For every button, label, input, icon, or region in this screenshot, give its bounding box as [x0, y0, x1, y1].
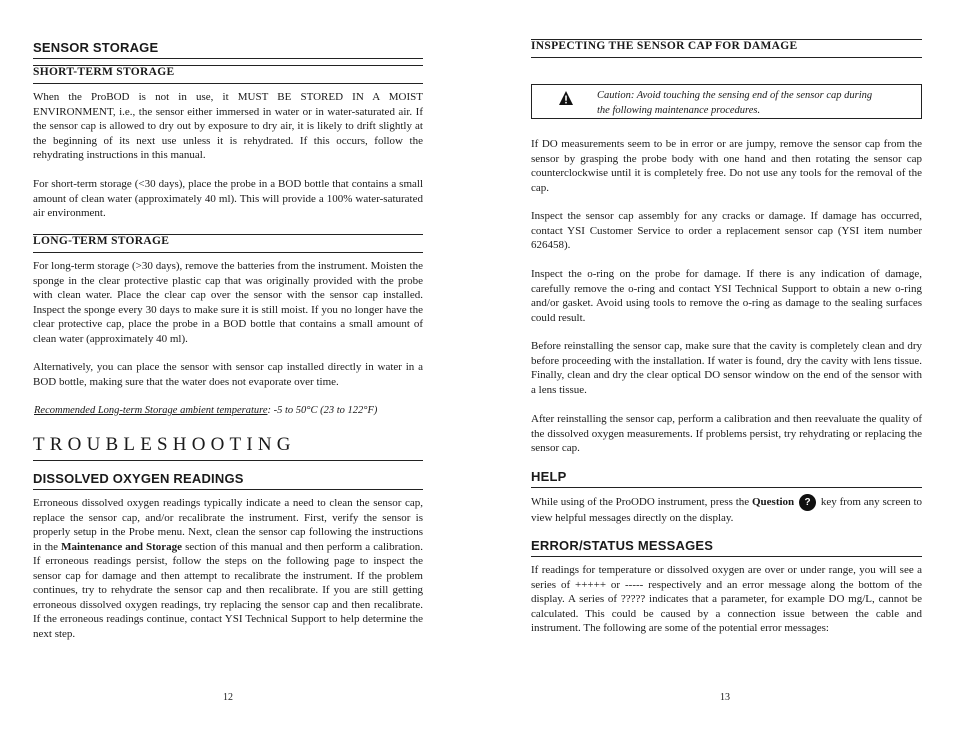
- long-term-paragraph-2: Alternatively, you can place the sensor with sensor cap installed directly in water in a BOD bottle, making sure that the water does not evaporate over time.: [33, 361, 423, 388]
- storage-temperature-note: [34, 404, 423, 419]
- do-readings-text-1: Erroneous dissolved oxygen readings typically indicate a need to clean the sensor cap, replace the sensor cap, and/or recalibrate the instrument. First, verify the sensor is properly setup in the Probe menu. Next, clean the sensor cap following the instructions in the: [33, 497, 423, 553]
- caution-text: Caution: Avoid touching the sensing end of the sensor cap during the following maintenance procedures.: [597, 90, 873, 116]
- inspecting-paragraph-1: If DO measurements seem to be in error or are jumpy, remove the sensor cap from the sensor by grasping the probe body with one hand and then rotating the sensor cap counterclockwise until it is completely free. Do not use any tools for the removal of the cap.: [531, 138, 922, 194]
- inspecting-paragraph-2: Inspect the sensor cap assembly for any cracks or damage. If damage has occurred, contact YSI Customer Service to order a replacement sensor cap (YSI item number 626458).: [531, 210, 922, 251]
- long-term-paragraph-1: For long-term storage (>30 days), remove the batteries from the instrument. Moisten the sponge in the clear protective plastic cap that was originally provided with the probe with clean water. Place the clear cap over the sensor with the sensor cap installed. Inspect the sponge every 30 days to make sure it is still moist. If you no longer have the clear protective cap, place the probe in a BOD bottle that contains a small amount of clean water (approximately 40 ml).: [33, 260, 423, 345]
- question-key-label: Question: [751, 496, 795, 509]
- help-paragraph: [531, 494, 922, 526]
- help-text-1: While using of the ProODO instrument, press the: [531, 496, 752, 509]
- maintenance-storage-reference: Maintenance and Storage: [61, 540, 183, 553]
- page-number: 13: [720, 692, 730, 703]
- help-heading: HELP: [531, 469, 567, 484]
- inspecting-heading: INSPECTING THE SENSOR CAP FOR DAMAGE: [531, 40, 798, 52]
- divider: [531, 487, 922, 488]
- question-key-icon: ?: [799, 494, 816, 511]
- storage-temperature-value: : -5 to 50°C (23 to 122°F): [267, 405, 378, 416]
- divider: [531, 57, 922, 58]
- inspecting-paragraph-3: Inspect the o-ring on the probe for damage. If there is any indication of damage, carefully remove the o-ring and contact YSI Technical Support to obtain a new o-ring and/or gasket. Avoid using tools to remove the o-ring as damage to the sealing surfaces could result.: [531, 268, 922, 324]
- inspecting-paragraph-5: After reinstalling the sensor cap, perform a calibration and then reevaluate the quality of the dissolved oxygen measurements. If problems persist, try rehydrating or replacing the sensor cap.: [531, 413, 922, 454]
- error-status-paragraph: If readings for temperature or dissolved oxygen are over or under range, you will see a series of +++++ or ----- respectively and an error message along the bottom of the display. A series of ????? indicates that a parameter, for example DO mg/L, cannot be calculated. This could be caused by a connection issue between the cable and instrument. The following are some of the potential error messages:: [531, 564, 922, 634]
- short-term-paragraph-1: When the ProBOD is not in use, it MUST BE STORED IN A MOIST ENVIRONMENT, i.e., the sensor either immersed in water or in water-saturated air. If the sensor cap is allowed to dry out by exposure to dry air, it is likely to drift slightly at the beginning of its next use unless it is rehydrated. If this occurs, follow the rehydrating instructions in this manual.: [33, 91, 423, 161]
- divider: [33, 489, 423, 490]
- divider: [33, 83, 423, 84]
- warning-triangle-icon: [558, 90, 574, 111]
- do-readings-text-2: section of this manual and then perform a calibration. If erroneous readings persist, follow the steps on the following page to inspect the sensor cap for damage and then attempt to recalibrate the instrument. If the problem continues, try to rehydrate the sensor cap and then recalibrate. If you are still getting erroneous dissolved oxygen readings, try replacing the sensor cap and then recalibrate. If the erroneous readings continue, contact YSI Technical Support to help determine the next step.: [33, 540, 423, 640]
- short-term-paragraph-2: For short-term storage (<30 days), place the probe in a BOD bottle that contains a small amount of clean water (approximately 40 ml). This will provide a 100% water-saturated air environment.: [33, 178, 423, 219]
- troubleshooting-title: TROUBLESHOOTING: [33, 434, 296, 455]
- page-number: 12: [223, 692, 233, 703]
- inspecting-paragraph-4: Before reinstalling the sensor cap, make sure that the cavity is completely clean and dry before proceeding with the installation. If water is found, dry the cavity with lens tissue. Finally, clean and dry the clear optical DO sensor window on the end of the sensor with a lens tissue.: [531, 340, 922, 396]
- error-status-heading: ERROR/STATUS MESSAGES: [531, 538, 714, 553]
- help-text-2: key from any screen to view helpful messages directly on the display.: [531, 496, 923, 524]
- do-readings-heading: DISSOLVED OXYGEN READINGS: [33, 471, 244, 486]
- divider: [33, 460, 423, 461]
- divider: [33, 58, 423, 59]
- short-term-storage-heading: SHORT-TERM STORAGE: [33, 66, 175, 78]
- divider: [531, 556, 922, 557]
- sensor-storage-title: SENSOR STORAGE: [33, 40, 159, 55]
- do-readings-paragraph: [33, 496, 423, 641]
- storage-temperature-label: Recommended Long-term Storage ambient temperature: [34, 405, 268, 416]
- caution-box: [531, 84, 922, 119]
- divider: [33, 252, 423, 253]
- long-term-storage-heading: LONG-TERM STORAGE: [33, 235, 170, 247]
